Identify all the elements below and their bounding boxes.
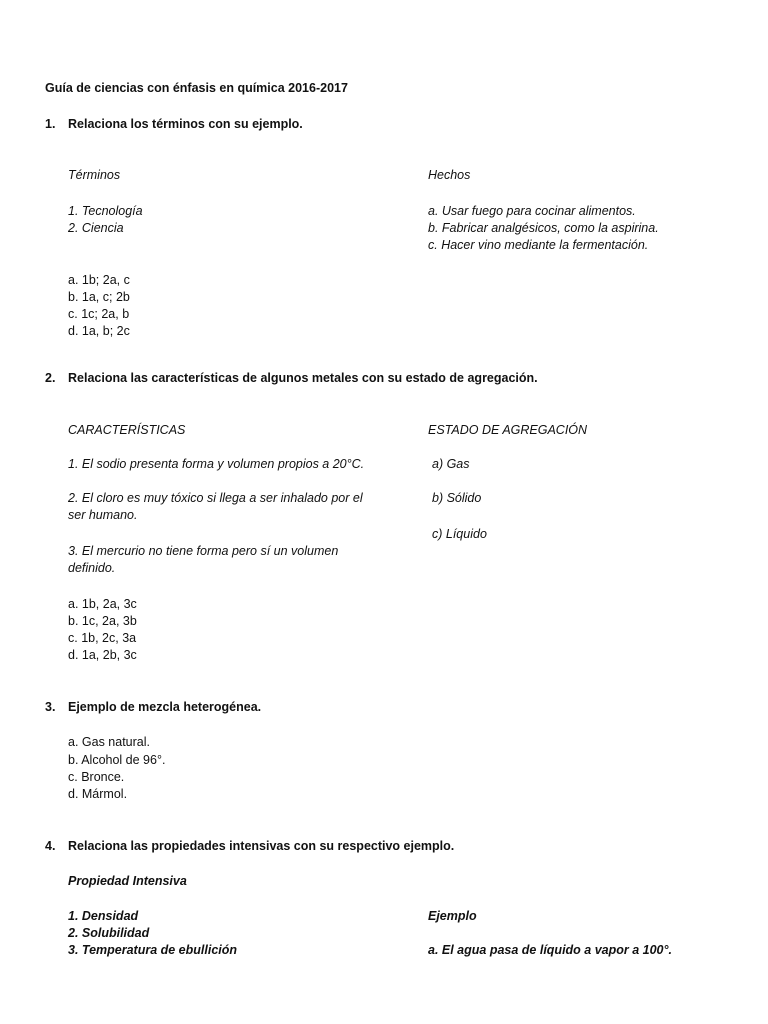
q1-fact-c: c. Hacer vino mediante la fermentación. bbox=[428, 238, 649, 252]
q2-prompt: Relaciona las características de algunos metales con su estado de agregación. bbox=[68, 371, 538, 385]
q2-characteristic-2: 2. El cloro es muy tóxico si llega a ser inhalado por el ser humano. bbox=[68, 491, 363, 522]
q4-prompt: Relaciona las propiedades intensivas con su respectivo ejemplo. bbox=[68, 839, 455, 853]
q1-option-a: a. 1b; 2a, c bbox=[68, 273, 130, 287]
q2-state-b: b) Sólido bbox=[432, 491, 482, 505]
q3-number: 3. bbox=[45, 700, 56, 714]
q3-prompt: Ejemplo de mezcla heterogénea. bbox=[68, 700, 262, 714]
q2-option-d: d. 1a, 2b, 3c bbox=[68, 648, 137, 662]
q1-term-2: 2. Ciencia bbox=[68, 221, 124, 235]
q2-option-c: c. 1b, 2c, 3a bbox=[68, 631, 137, 645]
q4-example-a: a. El agua pasa de líquido a vapor a 100°. bbox=[428, 943, 672, 957]
q2-state-a: a) Gas bbox=[432, 457, 470, 471]
q2-right-header: ESTADO DE AGREGACIÓN bbox=[428, 423, 588, 437]
q1-fact-b: b. Fabricar analgésicos, como la aspirina. bbox=[428, 221, 659, 235]
q4-number: 4. bbox=[45, 839, 56, 853]
q2-characteristic-1: 1. El sodio presenta forma y volumen propios a 20°C. bbox=[68, 457, 365, 471]
q1-term-1: 1. Tecnología bbox=[68, 204, 143, 218]
q1-option-d: d. 1a, b; 2c bbox=[68, 324, 130, 338]
q1-option-c: c. 1c; 2a, b bbox=[68, 307, 130, 321]
q4-left-header: Propiedad Intensiva bbox=[68, 874, 187, 888]
q4-property-1: 1. Densidad bbox=[68, 909, 139, 923]
q3-option-a: a. Gas natural. bbox=[68, 735, 150, 749]
q3-option-c: c. Bronce. bbox=[68, 770, 125, 784]
q1-left-header: Términos bbox=[68, 168, 121, 182]
q1-prompt: Relaciona los términos con su ejemplo. bbox=[68, 117, 303, 131]
q1-fact-a: a. Usar fuego para cocinar alimentos. bbox=[428, 204, 636, 218]
q1-number: 1. bbox=[45, 117, 56, 131]
q2-left-header: CARACTERÍSTICAS bbox=[68, 423, 186, 437]
document-title: Guía de ciencias con énfasis en química 2016-2017 bbox=[45, 81, 348, 95]
q1-right-header: Hechos bbox=[428, 168, 471, 182]
q4-property-2: 2. Solubilidad bbox=[68, 926, 150, 940]
q1-option-b: b. 1a, c; 2b bbox=[68, 290, 130, 304]
q2-option-a: a. 1b, 2a, 3c bbox=[68, 597, 137, 611]
q4-right-header: Ejemplo bbox=[428, 909, 477, 923]
q2-characteristic-3: 3. El mercurio no tiene forma pero sí un volumen definido. bbox=[68, 544, 339, 575]
q3-option-b: b. Alcohol de 96°. bbox=[68, 753, 166, 767]
q2-number: 2. bbox=[45, 371, 56, 385]
q2-option-b: b. 1c, 2a, 3b bbox=[68, 614, 137, 628]
q3-option-d: d. Mármol. bbox=[68, 787, 128, 801]
q4-property-3: 3. Temperatura de ebullición bbox=[68, 943, 238, 957]
q2-state-c: c) Líquido bbox=[432, 527, 487, 541]
